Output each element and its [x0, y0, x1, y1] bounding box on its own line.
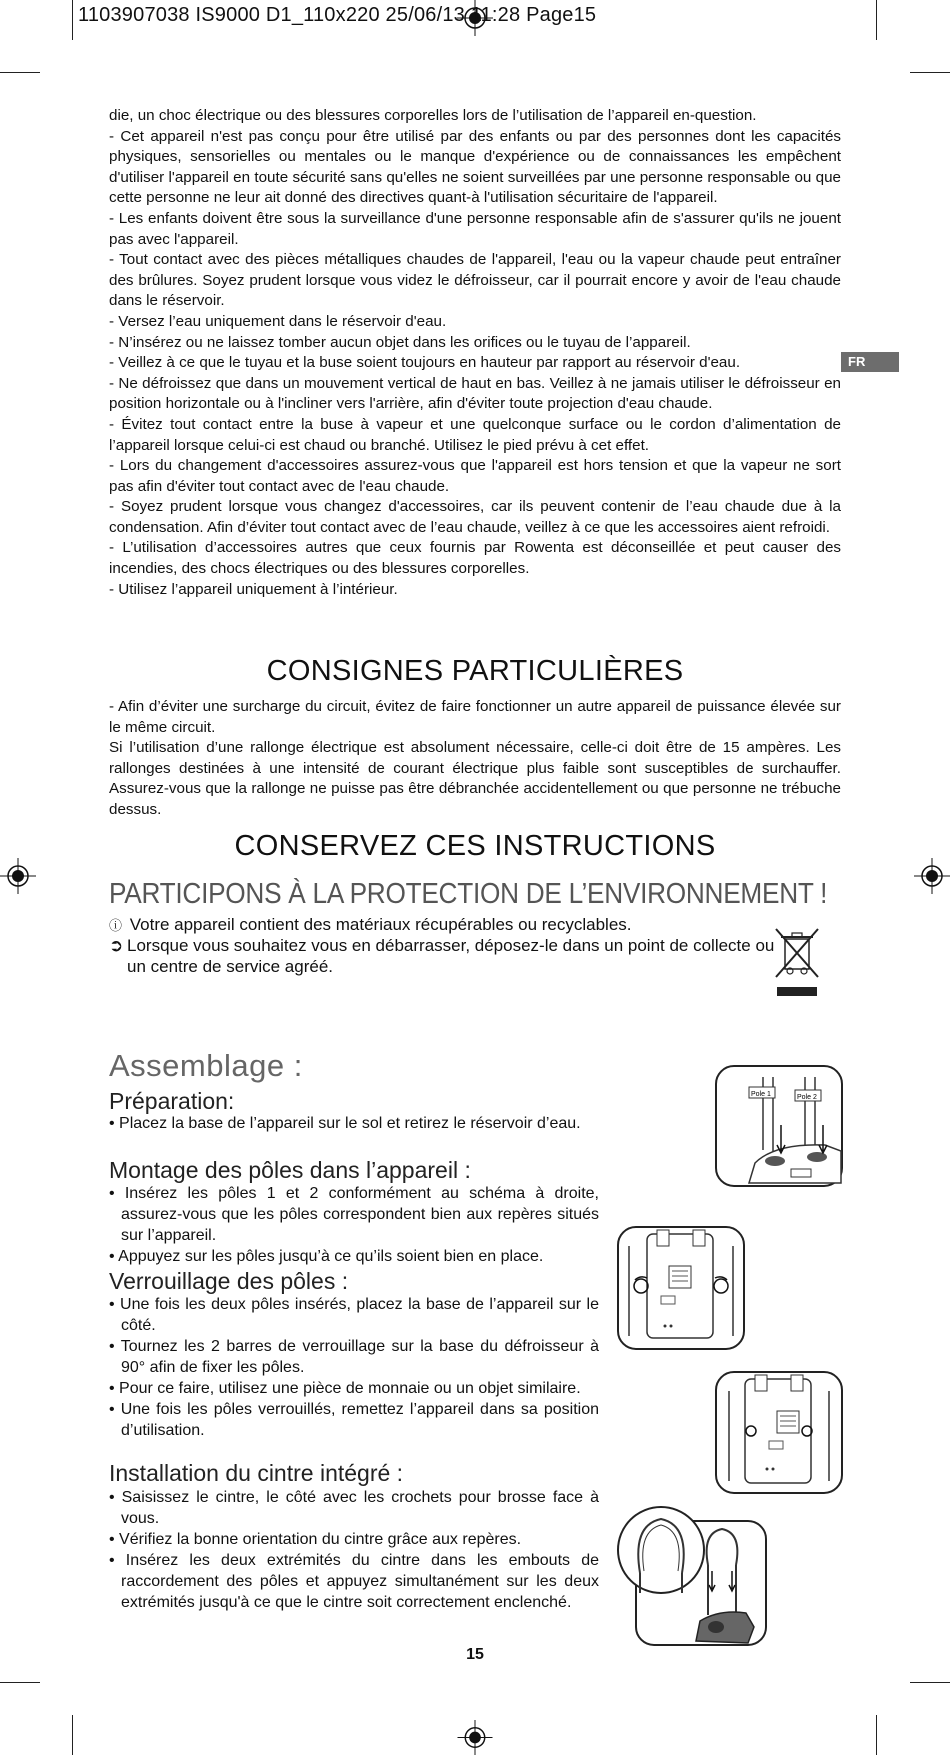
section-title: Installation du cintre intégré : — [109, 1460, 404, 1486]
hanger-installation-figure — [616, 1505, 768, 1647]
registration-mark-icon — [457, 1720, 493, 1755]
consignes-heading: CONSIGNES PARTICULIÈRES — [266, 655, 684, 687]
bullet-list — [109, 1113, 599, 1134]
list-item: • Saisissez le cintre, le côté avec les crochets pour brosse face à vous. — [109, 1489, 599, 1527]
paragraph: - Utilisez l’appareil uniquement à l’intérieur. — [109, 580, 398, 598]
environment-text: Votre appareil contient des matériaux récupérables ou recyclables. — [129, 915, 632, 934]
registration-mark-icon — [0, 858, 36, 894]
paragraph: - Veillez à ce que le tuyau et la buse soient toujours en hauteur par rapport au réservoir d'eau. — [109, 354, 741, 372]
crop-mark — [72, 1715, 73, 1755]
environment-text: Lorsque vous souhaitez vous en débarrasser, déposez-le dans un point de collecte ou un centre de service agréé. — [127, 936, 775, 976]
bullet-list — [109, 1294, 599, 1441]
section-title: Montage des pôles dans l’appareil : — [109, 1157, 471, 1183]
environment-line — [109, 935, 787, 977]
consignes-text — [109, 697, 841, 821]
paragraph: - Cet appareil n'est pas conçu pour être utilisé par des enfants ou par des personnes dont les capacités physiques, sensorielles ou mentales ou le manque d'expérience ou de connaissances les empêchent d'utiliser l'appareil en toute sécurité sans qu'elles ne soient surveillées par une personne responsable ou que cette personne ne leur ait donné des directives quant-à l'utilisation sécuritaire de l'appareil. — [109, 127, 841, 207]
crossed-bin-icon — [770, 925, 824, 997]
environment-line — [109, 914, 769, 936]
arrow-icon: ➲ — [109, 936, 124, 955]
paragraph: - Lors du changement d'accessoires assurez-vous que l'appareil est hors tension et que la vapeur ne sort pas afin d'éviter tout contact avec de l'eau chaude. — [109, 457, 841, 495]
list-item: • Vérifiez la bonne orientation du cintre grâce aux repères. — [109, 1531, 522, 1548]
print-slug-header: 1103907038 IS9000 D1_110x220 25/06/13 11:28 Page15 — [78, 4, 597, 26]
list-item: • Pour ce faire, utilisez une pièce de monnaie ou un objet similaire. — [109, 1380, 581, 1397]
paragraph: Si l’utilisation d’une rallonge électrique est absolument nécessaire, celle-ci doit être de 15 ampères. Les rallonges destinées à une intensité de courant électrique plus faible sont susceptibles de surchauffer. Assurez-vous que la rallonge ne puisse pas être débranchée accidentellement ou que personne ne trébuche dessus. — [109, 739, 841, 818]
safety-text — [109, 106, 841, 600]
section-title: Verrouillage des pôles : — [109, 1268, 349, 1294]
crop-mark — [876, 0, 877, 40]
paragraph: - Évitez tout contact entre la buse à vapeur et une quelconque surface ou le cordon d’alimentation de l’appareil lorsque celui-ci est chaud ou branché. Utilisez le pied prévu à cet effet. — [109, 415, 841, 454]
crop-mark — [910, 72, 950, 73]
page-number: 15 — [466, 1646, 484, 1663]
paragraph: - Soyez prudent lorsque vous changez d'accessoires, car ils peuvent contenir de l’eau chaude due à la condensation. Afin d’éviter tout contact avec de l’eau chaude, veillez à ce que les accessoires aient refroidi. — [109, 498, 841, 536]
crop-mark — [910, 1682, 950, 1683]
list-item: • Insérez les pôles 1 et 2 conformément au schéma à droite, assurez-vous que les pôles correspondent bien aux repères situés sur l’appareil. — [109, 1185, 599, 1244]
paragraph: - Tout contact avec des pièces métalliques chaudes de l'appareil, l'eau ou la vapeur chaude peut entraîner des brûlures. Soyez prudent lorsque vous videz le défroisseur, car il pourrait encore y avoir de l'eau chaude dans le réservoir. — [109, 251, 841, 310]
registration-mark-icon — [914, 858, 950, 894]
bullet-list — [109, 1487, 599, 1613]
pole-locking-figure — [617, 1226, 745, 1350]
list-item: • Placez la base de l’appareil sur le sol et retirez le réservoir d’eau. — [109, 1115, 581, 1132]
pole-locked-figure — [715, 1371, 843, 1494]
list-item: • Insérez les deux extrémités du cintre dans les embouts de raccordement des pôles et appuyez simultanément sur les deux extrémités jusqu'à ce que le cintre soit correctement enclenché. — [109, 1552, 599, 1611]
assemblage-heading: Assemblage : — [109, 1048, 303, 1083]
paragraph: - Afin d’éviter une surcharge du circuit, évitez de faire fonctionner un autre appareil de puissance élevée sur le même circuit. — [109, 698, 841, 736]
crop-mark — [876, 1715, 877, 1755]
bullet-list — [109, 1183, 599, 1267]
list-item: • Tournez les 2 barres de verrouillage sur la base du défroisseur à 90° afin de fixer les pôles. — [109, 1338, 599, 1376]
pole-insertion-figure — [715, 1065, 843, 1187]
language-tab: FR — [841, 352, 899, 372]
pole2-label: Pole 2 — [797, 1094, 817, 1101]
environment-heading: PARTICIPONS À LA PROTECTION DE L’ENVIRONNEMENT ! — [109, 878, 828, 910]
crop-mark — [0, 1682, 40, 1683]
paragraph: - Versez l’eau uniquement dans le réservoir d'eau. — [109, 312, 447, 330]
conservez-heading: CONSERVEZ CES INSTRUCTIONS — [234, 830, 716, 862]
pole1-label: Pole 1 — [751, 1091, 771, 1098]
section-title: Préparation: — [109, 1088, 235, 1114]
list-item: • Une fois les deux pôles insérés, placez la base de l’appareil sur le côté. — [109, 1296, 599, 1334]
info-icon: ⓘ — [109, 918, 123, 933]
paragraph: die, un choc électrique ou des blessures corporelles lors de l’utilisation de l’appareil en-question. — [109, 107, 757, 124]
crop-mark — [72, 0, 73, 40]
list-item: • Une fois les pôles verrouillés, remettez l’appareil dans sa position d’utilisation. — [109, 1401, 599, 1439]
paragraph: - N’insérez ou ne laissez tomber aucun objet dans les orifices ou le tuyau de l’appareil. — [109, 333, 691, 351]
paragraph: - Les enfants doivent être sous la surveillance d'une personne responsable afin de s'assurer qu'ils ne jouent pas avec l'appareil. — [109, 209, 841, 248]
paragraph: - L’utilisation d’accessoires autres que ceux fournis par Rowenta est déconseillée et peut causer des incendies, des chocs électriques ou des blessures corporelles. — [109, 539, 841, 578]
crop-mark — [0, 72, 40, 73]
list-item: • Appuyez sur les pôles jusqu’à ce qu’ils soient bien en place. — [109, 1248, 544, 1265]
paragraph: - Ne défroissez que dans un mouvement vertical de haut en bas. Veillez à ne jamais utiliser le défroisseur en position horizontale ou à l'incliner vers l'arrière, afin d'éviter toute projection d'eau chaude. — [109, 374, 841, 413]
